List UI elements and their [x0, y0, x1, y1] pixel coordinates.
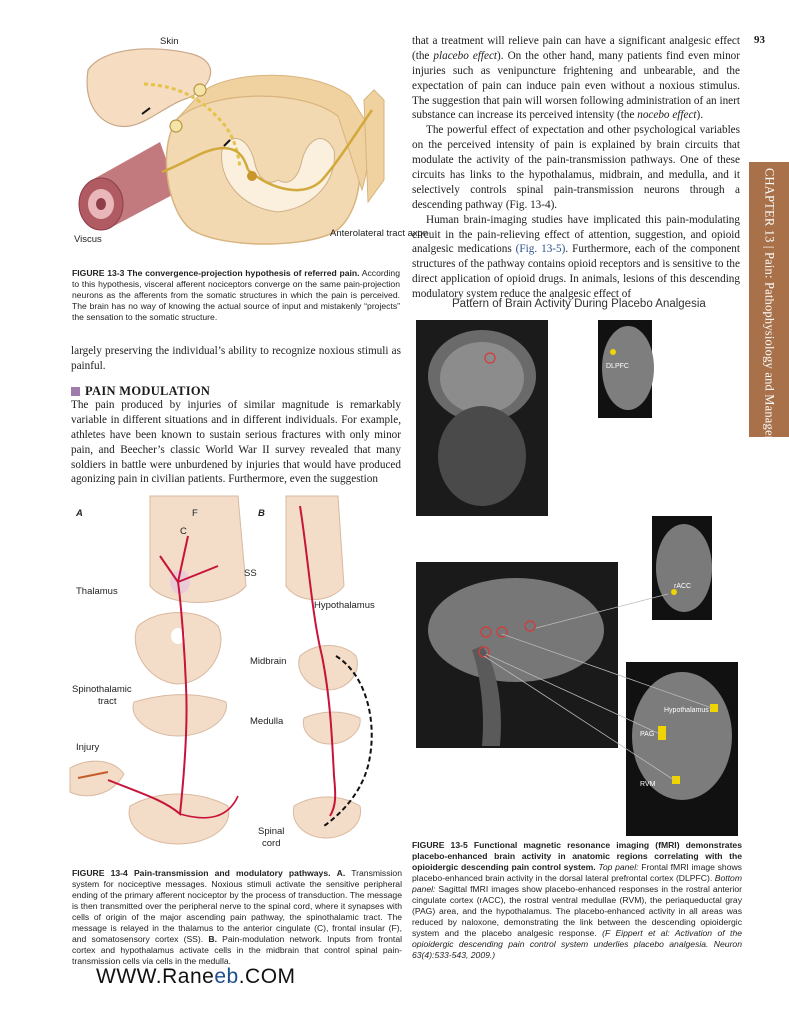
- chapter-side-tab: [749, 162, 789, 462]
- medulla-section-a: [133, 695, 226, 737]
- nocebo-term: nocebo effect: [637, 109, 697, 122]
- label-hypothalamus: Hypothalamus: [314, 600, 375, 611]
- fmri-image-title: Pattern of Brain Activity During Placebo Analgesia: [452, 298, 706, 310]
- skin-label: Skin: [160, 36, 179, 47]
- brain-section-a: [150, 496, 246, 603]
- figure-13-5-source: (F Eippert et al: Activation of the opioidergic descending pain control system underlies placebo analgesia. Neuron 63(4):533-543, 2009.): [412, 928, 743, 960]
- pag-label: PAG: [640, 731, 655, 738]
- section-heading: [71, 384, 210, 399]
- right-column-text: [412, 34, 740, 302]
- spinal-section-a: [129, 794, 229, 844]
- section-bullet-icon: [71, 387, 80, 396]
- figure-13-4-a-body: Transmission system for nociceptive messages. Noxious stimuli activate the sensitive peripheral ending of the primary afferent nociceptor by the process of transduction. The message is then transmitted over the peripheral nerve to the spinal cord, where it synapses with cells of origin of the major ascending pain pathway, the spinothalamic tract. The message is relayed in the thalamus to the anterior cingulate (C), frontal insular (F), and somatosensory cortex (SS).: [72, 868, 402, 944]
- figure-13-3-illustration: [72, 30, 429, 262]
- top-panel-label: Top panel:: [598, 862, 639, 872]
- dlpfc-label: DLPFC: [606, 363, 629, 370]
- figure-13-5-caption: [412, 840, 742, 961]
- left-continuation-text: [71, 344, 401, 374]
- watermark-part-1: WWW.: [96, 965, 163, 988]
- midbrain-section-a: [135, 613, 221, 685]
- figure-13-3-body: According to this hypothesis, visceral afferent nociceptors converge on the same pain-projection neurons as the afferents from the somatic structures in which the pain is perceived. The brain has no way of knowing the actual source of input and mistakenly “projects” the sensation to the somatic structure.: [72, 268, 400, 322]
- bottom-panel-label: Bottom panel:: [412, 873, 742, 894]
- viscus-organ: [79, 142, 178, 230]
- label-spinal-1: Spinal: [258, 826, 285, 837]
- placebo-term: placebo effect: [433, 49, 498, 62]
- label-injury: Injury: [76, 742, 100, 753]
- figure-13-3-caption: [72, 268, 400, 323]
- chapter-separator: |: [762, 245, 777, 249]
- label-thalamus: Thalamus: [76, 586, 118, 597]
- website-watermark: [96, 965, 296, 989]
- figure-13-3-title: The convergence-projection hypothesis of referred pain.: [127, 268, 360, 278]
- figure-13-5-label: FIGURE 13-5: [412, 840, 468, 850]
- label-f: F: [192, 508, 198, 519]
- page-number: 93: [754, 34, 765, 46]
- spinal-section-b: [293, 797, 360, 838]
- label-spinothalamic-1: Spinothalamic: [72, 684, 132, 695]
- label-medulla: Medulla: [250, 716, 284, 727]
- neuron-body: [247, 171, 257, 181]
- panel-a-label: A: [76, 508, 83, 519]
- continuation-paragraph: largely preserving the individual’s ability to recognize noxious stimuli as painful.: [71, 345, 401, 372]
- figure-13-4-b-label: B.: [208, 934, 217, 944]
- chapter-tab-text: [762, 168, 777, 462]
- pain-modulation-paragraph: The pain produced by injuries of similar magnitude is remarkably variable in different situations and in different individuals. For example, athletes have been known to sustain serious fractures with only minor pain, and Beecher’s classic World War II survey revealed that many soldiers in battle were unburdened by injuries that would have produced agonizing pain in civilian patients. Furthermore, even the suggestion: [71, 399, 401, 486]
- figure-13-4-a-label: A.: [336, 868, 346, 878]
- bottom-panel-body: Sagittal fMRI images show placebo-enhanced responses in the rostral anterior cingulate cortex (rACC), the rostral ventral medullae (RVM), the periaqueductal gray (PAG) area, and the hypothalamus. The placebo-enhanced activity in all areas was reduced by naloxone, demonstrating the link between the descending opioidergic system and the placebo analgesic response.: [412, 884, 742, 938]
- pain-modulation-text: [71, 398, 401, 487]
- chapter-number: CHAPTER 13: [762, 168, 777, 243]
- viscus-label: Viscus: [74, 234, 102, 245]
- figure-13-5-title: Functional magnetic resonance imaging (fMRI) demonstrates placebo-enhanced brain activity in anatomic regions correlating with the opioidergic descending pain control system.: [412, 840, 742, 872]
- figure-reference-link[interactable]: (Fig. 13-5): [515, 243, 566, 256]
- brain-section-b: [286, 496, 344, 600]
- drg-cell-2: [170, 120, 182, 132]
- watermark-part-4: .COM: [238, 965, 296, 988]
- label-midbrain: Midbrain: [250, 656, 287, 667]
- watermark-part-3: eb: [214, 965, 239, 988]
- figure-13-4-title: Pain-transmission and modulatory pathways.: [133, 868, 331, 878]
- chapter-title: Pain: Pathophysiology and Management: [762, 251, 777, 462]
- right-paragraph-1: that a treatment will relieve pain can have a significant analgesic effect (the placebo effect). On the other hand, many patients find even minor injuries such as venipuncture frightening and unbearable, and the expectation of pain can induce pain even without a noxious stimulus. The suggestion that pain will worsen following administration of an inert substance can increase its perceived intensity (the nocebo effect).: [412, 35, 740, 122]
- figure-13-4-label: FIGURE 13-4: [72, 868, 128, 878]
- tract-label: Anterolateral tract axon: [330, 228, 429, 239]
- rvm-label: RVM: [640, 781, 656, 788]
- label-ss: SS: [244, 568, 257, 579]
- right-paragraph-3: Human brain-imaging studies have implicated this pain-modulating circuit in the pain-relieving effect of attention, suggestion, and opioid analgesic medications (Fig. 13-5). Furthermore, each of the component structures of the pathway contains opioid receptors and is sensitive to the direct application of opioid drugs. In animals, lesions of this descending modulatory system reduce the analgesic effect of: [412, 213, 740, 301]
- right-paragraph-2: The powerful effect of expectation and other psychological variables on the perceived intensity of pain is explained by brain circuits that modulate the activity of the pain-transmission pathways. One of these circuits has links to the hypothalamus, midbrain, and medulla, and it selectively controls spinal pain-transmission neurons through a descending pathway (Fig. 13-4).: [412, 124, 740, 211]
- figure-13-4-b-body: Pain-modulation network. Inputs from frontal cortex and hypothalamus activate cells in the midbrain that control spinal pain-transmission cells via cells in the medulla.: [72, 934, 403, 966]
- figure-13-4-illustration: [68, 496, 408, 860]
- top-panel-body: Frontal fMRI image shows placebo-enhanced brain activity in the dorsal lateral prefrontal cortex (DLPFC).: [412, 862, 742, 883]
- watermark-part-2: Rane: [162, 965, 215, 988]
- racc-label: rACC: [674, 583, 692, 590]
- label-c: C: [180, 526, 187, 537]
- hypothalamus-label: Hypothalamus: [664, 707, 709, 714]
- figure-13-4-caption: [72, 868, 402, 967]
- label-spinal-2: cord: [262, 838, 281, 849]
- figure-13-3-label: FIGURE 13-3: [72, 268, 125, 278]
- drg-cell-1: [194, 84, 206, 96]
- panel-b-label: B: [258, 508, 265, 519]
- figure-13-5-panels: [412, 316, 742, 836]
- section-heading-text: PAIN MODULATION: [85, 384, 211, 398]
- label-spinothalamic-2: tract: [98, 696, 117, 707]
